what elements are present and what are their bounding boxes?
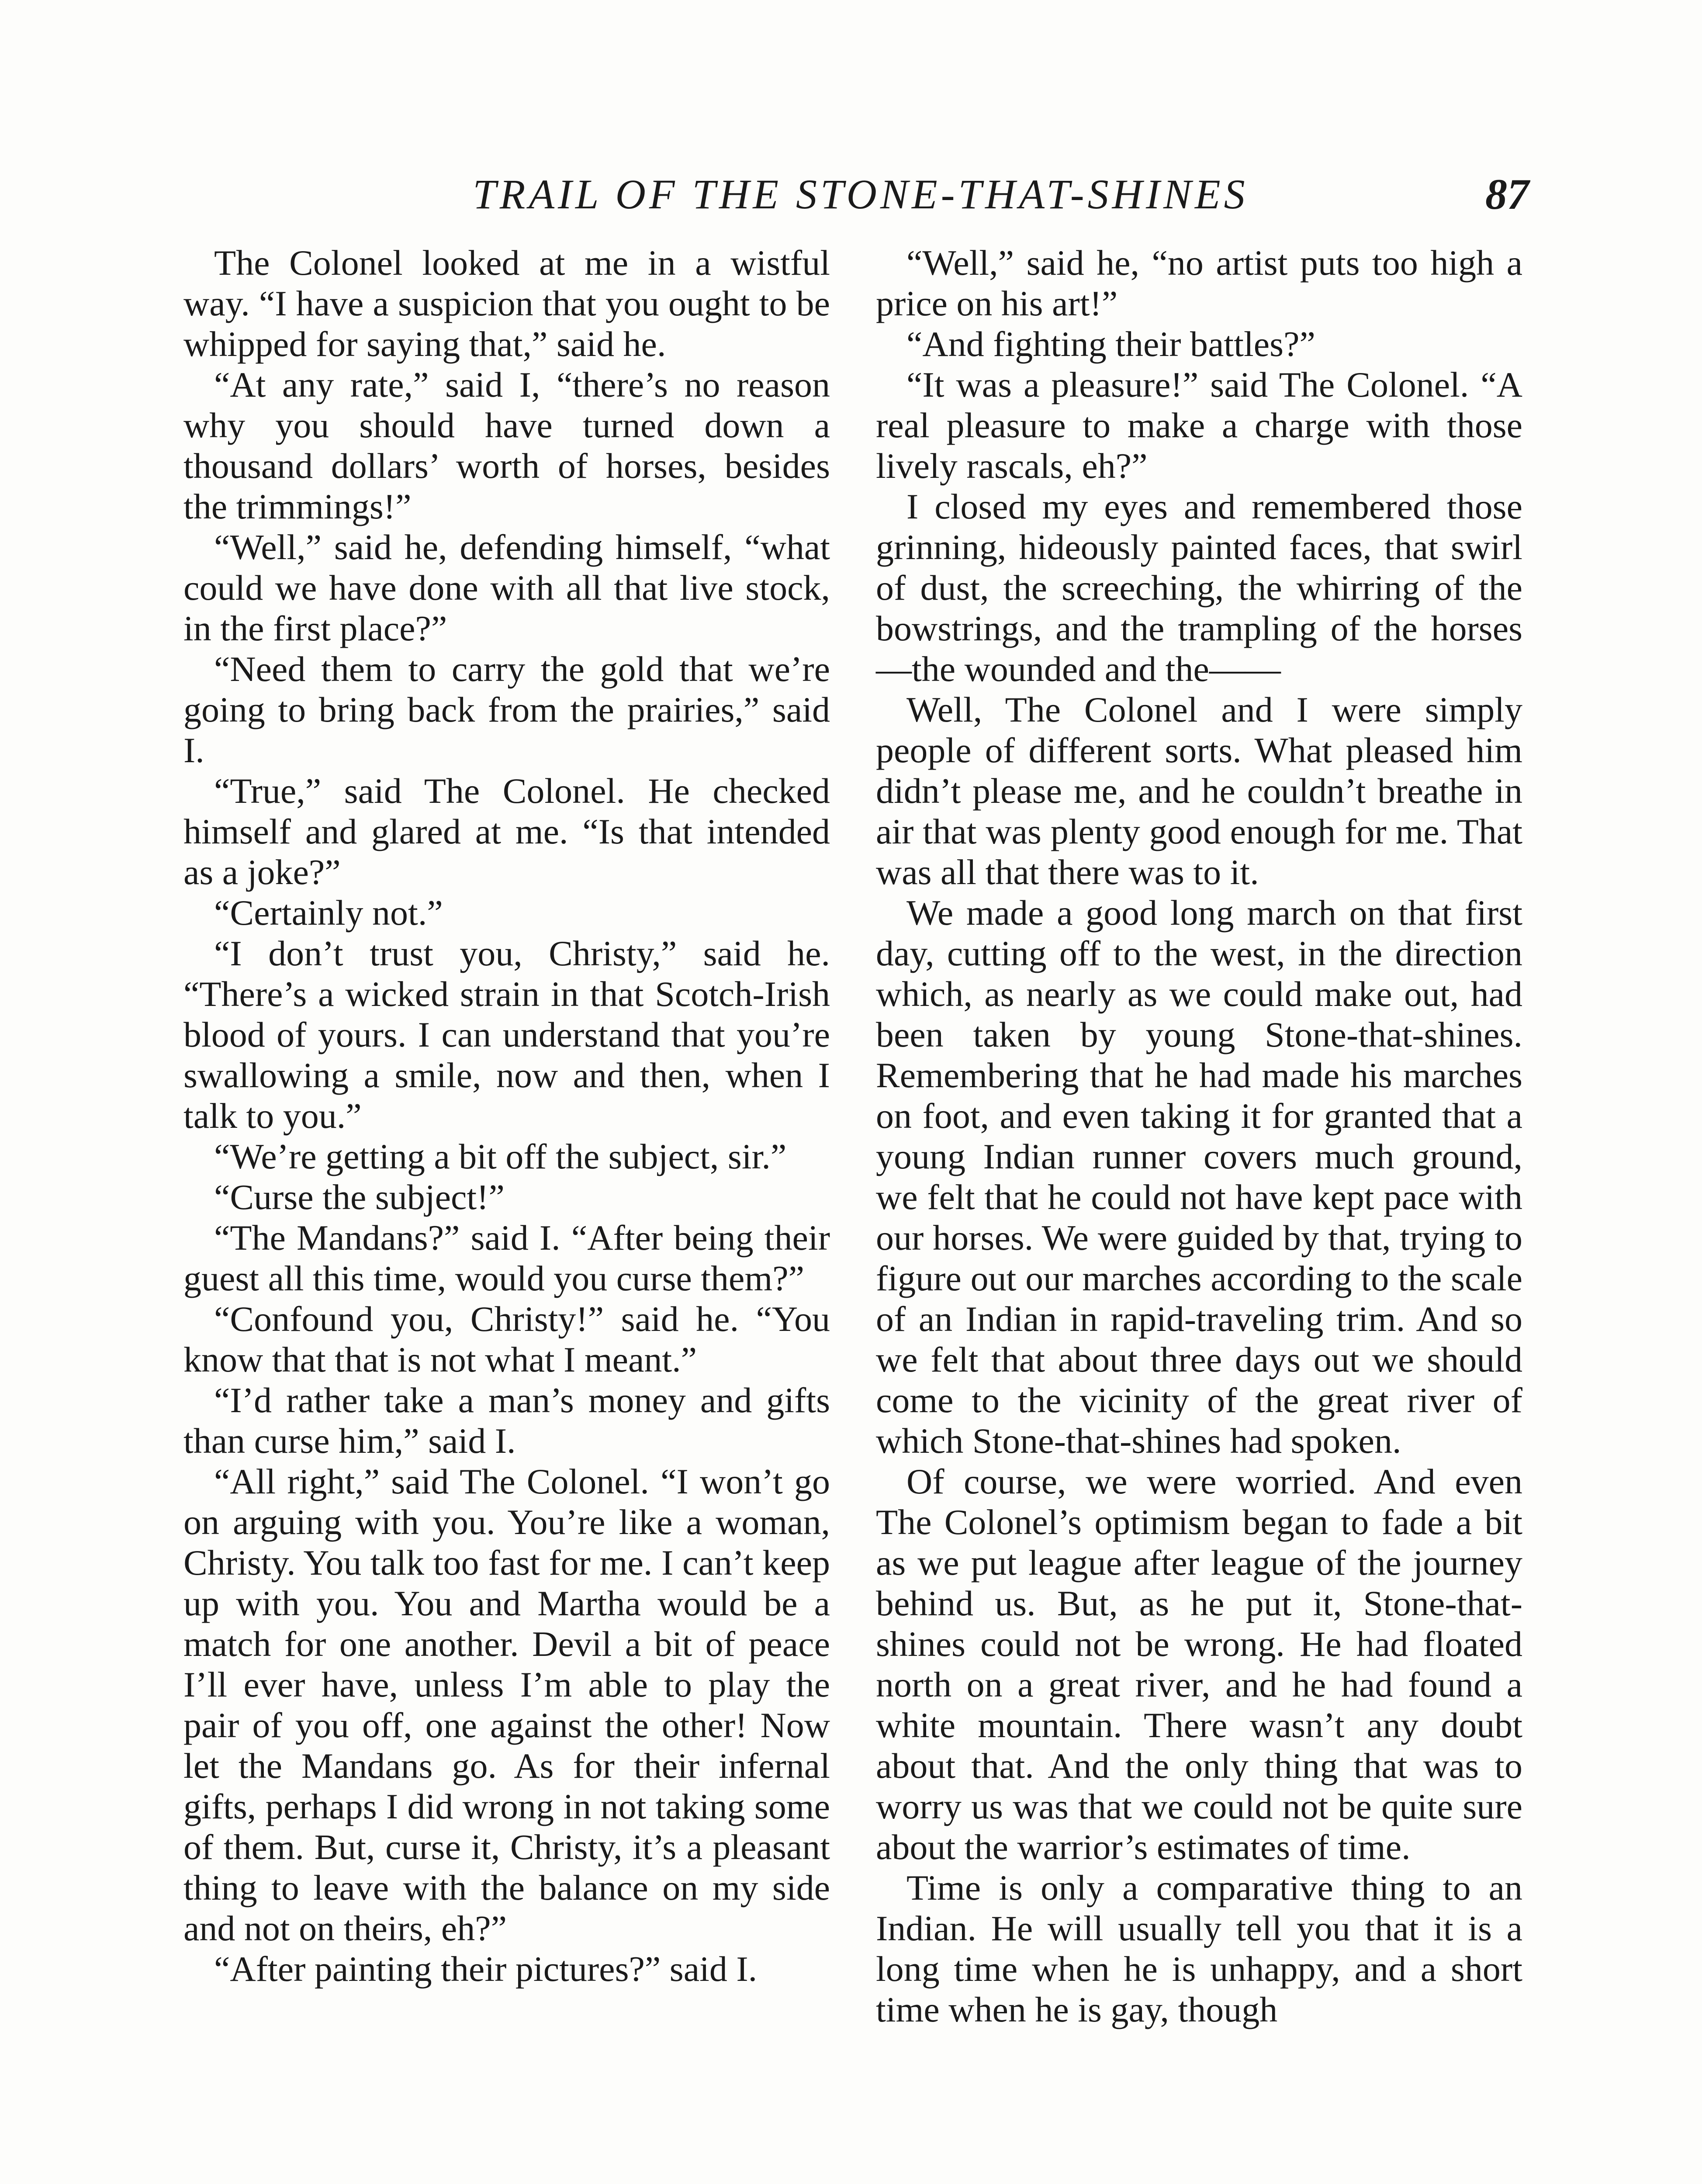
paragraph: Time is only a comparative thing to an Indian. He will usually tell you that it is a long time when he is unhappy, and a short time when he is gay, though (876, 1868, 1522, 2029)
paragraph: “It was a pleasure!” said The Colonel. “A real pleasure to make a charge with those lively rascals, eh?” (876, 365, 1522, 486)
paragraph: “We’re getting a bit off the subject, sir.” (214, 1137, 787, 1176)
paragraph: “I don’t trust you, Christy,” said he. “There’s a wicked strain in that Scotch-Irish blood of yours. I can understand that you’re swallowing a smile, now and then, when I talk to you.” (183, 933, 830, 1136)
right-text-column (876, 242, 1522, 2030)
page-number: 87 (1485, 170, 1529, 218)
paragraph: Of course, we were worried. And even The Colonel’s optimism began to fade a bit as we put league after league of the journey behind us. But, as he put it, Stone-that-shines could not be wrong. He had floated north on a great river, and he had found a white mountain. There wasn’t any doubt about that. And the only thing that was to worry us was that we could not be quite sure about the warrior’s estimates of time. (876, 1462, 1522, 1867)
paragraph: “Confound you, Christy!” said he. “You know that that is not what I meant.” (183, 1299, 830, 1379)
paragraph: Well, The Colonel and I were simply people of different sorts. What pleased him didn’t please me, and he couldn’t breathe in air that was plenty good enough for me. That was all that there was to it. (876, 690, 1522, 892)
paragraph: I closed my eyes and remembered those grinning, hideously painted faces, that swirl of dust, the screeching, the whirring of the bowstrings, and the trampling of the horses—the wounded and the—— (876, 487, 1522, 689)
paragraph: “At any rate,” said I, “there’s no reason why you should have turned down a thousand dollars’ worth of horses, besides the trimmings!” (183, 365, 830, 526)
paragraph: “Certainly not.” (214, 893, 443, 933)
paragraph: “True,” said The Colonel. He checked himself and glared at me. “Is that intended as a joke?” (183, 771, 830, 892)
paragraph: “Curse the subject!” (214, 1177, 505, 1217)
paragraph: “After painting their pictures?” said I. (214, 1949, 758, 1989)
running-title: TRAIL OF THE STONE-THAT-SHINES (473, 171, 1249, 218)
paragraph: “The Mandans?” said I. “After being their guest all this time, would you curse them?” (183, 1218, 830, 1298)
left-text-column (183, 242, 830, 1989)
paragraph: “Well,” said he, “no artist puts too high a price on his art!” (876, 243, 1522, 323)
paragraph: “I’d rather take a man’s money and gifts than curse him,” said I. (183, 1380, 830, 1461)
paragraph: “Well,” said he, defending himself, “what could we have done with all that live stock, in the first place?” (183, 527, 830, 648)
paragraph: The Colonel looked at me in a wistful way. “I have a suspicion that you ought to be whipped for saying that,” said he. (183, 243, 830, 364)
paragraph: “And fighting their battles?” (906, 324, 1315, 364)
paragraph: “All right,” said The Colonel. “I won’t go on arguing with you. You’re like a woman, Christy. You talk too fast for me. I can’t keep up with you. You and Martha would be a match for one another. Devil a bit of peace I’ll ever have, unless I’m able to play the pair of you off, one against the other! Now let the Mandans go. As for their infernal gifts, perhaps I did wrong in not taking some of them. But, curse it, Christy, it’s a pleasant thing to leave with the balance on my side and not on theirs, eh?” (183, 1462, 830, 1948)
paragraph: “Need them to carry the gold that we’re going to bring back from the prairies,” said I. (183, 649, 830, 770)
running-head (192, 166, 1529, 223)
paragraph: We made a good long march on that first day, cutting off to the west, in the direction which, as nearly as we could make out, had been taken by young Stone-that-shines. Remembering that he had made his marches on foot, and even taking it for granted that a young Indian runner covers much ground, we felt that he could not have kept pace with our horses. We were guided by that, trying to figure out our marches according to the scale of an Indian in rapid-traveling trim. And so we felt that about three days out we should come to the vicinity of the great river of which Stone-that-shines had spoken. (876, 893, 1522, 1461)
